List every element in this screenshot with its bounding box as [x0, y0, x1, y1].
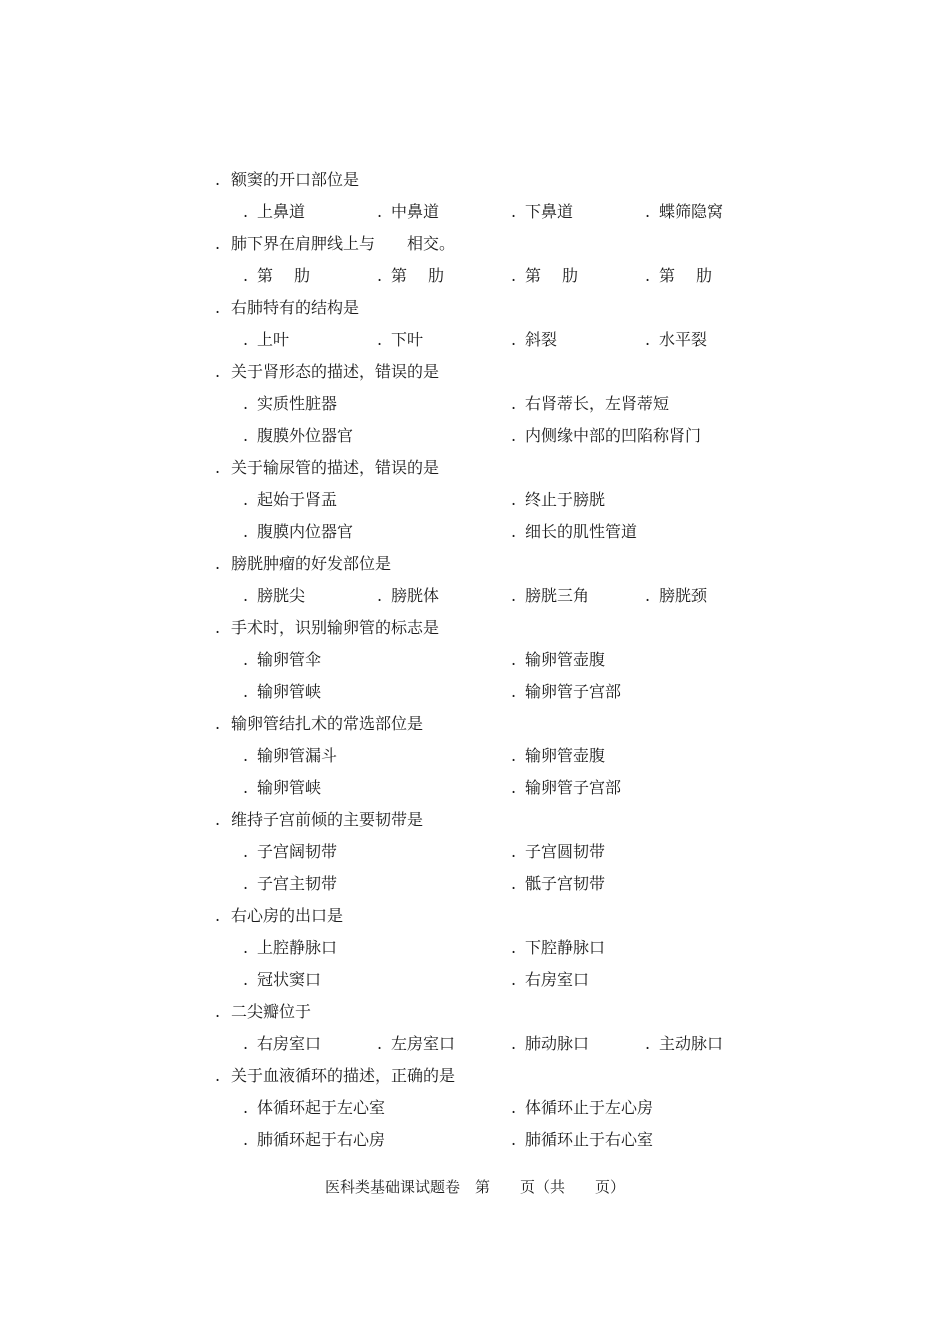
option[interactable] — [243, 1028, 321, 1060]
option-marker: . — [511, 202, 517, 221]
option-marker: . — [511, 650, 517, 669]
option-marker: . — [511, 970, 517, 989]
question-stem — [215, 708, 775, 740]
option[interactable] — [511, 580, 589, 612]
option-text: 输卵管子宫部 — [525, 778, 622, 797]
option-text: 腹膜外位器官 — [257, 426, 354, 445]
option-row — [215, 644, 775, 676]
option-marker: . — [511, 490, 517, 509]
option-text: 体循环止于左心房 — [525, 1098, 654, 1117]
option-marker: . — [511, 266, 517, 285]
option-marker: . — [243, 330, 249, 349]
option-marker: . — [645, 330, 651, 349]
option-text: 子宫阔韧带 — [257, 842, 338, 861]
option-text: 上叶 — [257, 330, 290, 349]
option-text: 输卵管漏斗 — [257, 746, 338, 765]
option-marker: . — [511, 874, 517, 893]
option-text: 右肾蒂长，左肾蒂短 — [525, 394, 670, 413]
option[interactable] — [645, 260, 712, 292]
question-marker: . — [215, 1002, 221, 1021]
option-text: 实质性脏器 — [257, 394, 338, 413]
option[interactable] — [511, 516, 637, 548]
option-row — [215, 388, 775, 420]
option-text: 蝶筛隐窝 — [659, 202, 724, 221]
option-text: 子宫圆韧带 — [525, 842, 606, 861]
question-marker: . — [215, 362, 221, 381]
option[interactable] — [377, 260, 444, 292]
option[interactable] — [243, 932, 337, 964]
option[interactable] — [243, 324, 289, 356]
option-text: 起始于肾盂 — [257, 490, 338, 509]
option-text: 膀胱尖 — [257, 586, 306, 605]
option[interactable] — [243, 516, 353, 548]
option-row — [215, 420, 775, 452]
option-marker: . — [243, 1098, 249, 1117]
option[interactable] — [511, 196, 573, 228]
option[interactable] — [243, 1092, 385, 1124]
option-row — [215, 1124, 775, 1156]
option-marker: . — [243, 842, 249, 861]
option-marker: . — [243, 746, 249, 765]
option-text: 第 肋 — [257, 266, 311, 285]
question-stem — [215, 804, 775, 836]
option-marker: . — [645, 1034, 651, 1053]
option-row — [215, 196, 775, 228]
option-text: 第 肋 — [391, 266, 445, 285]
option[interactable] — [511, 260, 578, 292]
option[interactable] — [243, 740, 337, 772]
question-marker: . — [215, 234, 221, 253]
option-marker: . — [511, 522, 517, 541]
option[interactable] — [511, 1028, 589, 1060]
option-row — [215, 484, 775, 516]
option-marker: . — [511, 426, 517, 445]
option[interactable] — [511, 644, 605, 676]
option[interactable] — [377, 580, 439, 612]
option-text: 下鼻道 — [525, 202, 574, 221]
option-text: 输卵管子宫部 — [525, 682, 622, 701]
option-text: 冠状窦口 — [257, 970, 322, 989]
option[interactable] — [645, 1028, 723, 1060]
option-text: 上鼻道 — [257, 202, 306, 221]
question-text: 关于血液循环的描述，正确的是 — [231, 1066, 456, 1085]
option-text: 肺动脉口 — [525, 1034, 590, 1053]
option-text: 膀胱颈 — [659, 586, 708, 605]
option-marker: . — [511, 586, 517, 605]
page-footer: 医科类基础课试题卷 第 页（共 页） — [324, 1178, 625, 1196]
option-text: 肺循环止于右心室 — [525, 1130, 654, 1149]
option-marker: . — [511, 1130, 517, 1149]
option[interactable] — [243, 260, 310, 292]
question-marker: . — [215, 458, 221, 477]
option-text: 腹膜内位器官 — [257, 522, 354, 541]
option-text: 中鼻道 — [391, 202, 440, 221]
option-marker: . — [377, 586, 383, 605]
option[interactable] — [243, 420, 353, 452]
question-text: 额窦的开口部位是 — [231, 170, 360, 189]
option-row — [215, 740, 775, 772]
question-stem — [215, 164, 775, 196]
option-text: 水平裂 — [659, 330, 708, 349]
option-marker: . — [243, 874, 249, 893]
question-stem — [215, 900, 775, 932]
option[interactable] — [511, 964, 589, 996]
option-marker: . — [243, 202, 249, 221]
question-marker: . — [215, 906, 221, 925]
option[interactable] — [243, 580, 305, 612]
option-row — [215, 580, 775, 612]
option-row — [215, 868, 775, 900]
question-text: 右肺特有的结构是 — [231, 298, 360, 317]
option-marker: . — [243, 266, 249, 285]
option-text: 右房室口 — [257, 1034, 322, 1053]
question-stem — [215, 356, 775, 388]
option[interactable] — [511, 868, 605, 900]
option[interactable] — [243, 676, 321, 708]
option[interactable] — [243, 868, 337, 900]
option-text: 输卵管伞 — [257, 650, 322, 669]
option-marker: . — [243, 938, 249, 957]
option[interactable] — [511, 932, 605, 964]
question-stem — [215, 612, 775, 644]
question-stem — [215, 452, 775, 484]
option-text: 细长的肌性管道 — [525, 522, 638, 541]
option-row — [215, 260, 775, 292]
question-stem — [215, 292, 775, 324]
option[interactable] — [511, 772, 621, 804]
option-text: 下腔静脉口 — [525, 938, 606, 957]
option-row — [215, 676, 775, 708]
question-text: 关于肾形态的描述，错误的是 — [231, 362, 440, 381]
option-text: 内侧缘中部的凹陷称肾门 — [525, 426, 702, 445]
option-marker: . — [511, 842, 517, 861]
question-text: 维持子宫前倾的主要韧带是 — [231, 810, 424, 829]
option-text: 膀胱体 — [391, 586, 440, 605]
option-marker: . — [243, 1034, 249, 1053]
option[interactable] — [377, 1028, 455, 1060]
option-text: 主动脉口 — [659, 1034, 724, 1053]
option-text: 骶子宫韧带 — [525, 874, 606, 893]
option[interactable] — [243, 388, 337, 420]
option[interactable] — [511, 484, 605, 516]
exam-questions — [215, 164, 775, 1156]
option-marker: . — [243, 490, 249, 509]
option-marker: . — [243, 1130, 249, 1149]
question-text: 膀胱肿瘤的好发部位是 — [231, 554, 392, 573]
question-marker: . — [215, 170, 221, 189]
question-text: 二尖瓣位于 — [231, 1002, 312, 1021]
option[interactable] — [511, 1092, 653, 1124]
option-marker: . — [377, 266, 383, 285]
option-marker: . — [243, 586, 249, 605]
question-stem — [215, 1060, 775, 1092]
option[interactable] — [511, 420, 701, 452]
option-marker: . — [511, 330, 517, 349]
option-marker: . — [377, 1034, 383, 1053]
option[interactable] — [645, 580, 707, 612]
option-text: 第 肋 — [659, 266, 713, 285]
option[interactable] — [243, 964, 321, 996]
option[interactable] — [511, 740, 605, 772]
option-marker: . — [511, 1098, 517, 1117]
option-marker: . — [511, 1034, 517, 1053]
option-row — [215, 1092, 775, 1124]
question-text: 输卵管结扎术的常选部位是 — [231, 714, 424, 733]
option-marker: . — [243, 682, 249, 701]
option-marker: . — [377, 202, 383, 221]
option-row — [215, 836, 775, 868]
option[interactable] — [645, 324, 707, 356]
question-marker: . — [215, 810, 221, 829]
question-marker: . — [215, 1066, 221, 1085]
option[interactable] — [511, 1124, 653, 1156]
option[interactable] — [645, 196, 723, 228]
question-marker: . — [215, 554, 221, 573]
option-marker: . — [511, 746, 517, 765]
option-marker: . — [511, 394, 517, 413]
option-marker: . — [243, 426, 249, 445]
option-text: 子宫主韧带 — [257, 874, 338, 893]
option-text: 输卵管峡 — [257, 682, 322, 701]
option[interactable] — [243, 772, 321, 804]
option-text: 右房室口 — [525, 970, 590, 989]
option-marker: . — [243, 522, 249, 541]
option-row — [215, 932, 775, 964]
option[interactable] — [243, 836, 337, 868]
option-marker: . — [645, 586, 651, 605]
question-stem — [215, 548, 775, 580]
option-marker: . — [243, 778, 249, 797]
option-marker: . — [511, 938, 517, 957]
option-marker: . — [511, 682, 517, 701]
option[interactable] — [243, 1124, 385, 1156]
option-marker: . — [645, 202, 651, 221]
option-text: 肺循环起于右心房 — [257, 1130, 386, 1149]
option-text: 输卵管壶腹 — [525, 746, 606, 765]
question-stem — [215, 228, 775, 260]
option[interactable] — [511, 324, 557, 356]
option-marker: . — [243, 970, 249, 989]
option[interactable] — [243, 644, 321, 676]
option[interactable] — [511, 388, 669, 420]
question-text: 手术时，识别输卵管的标志是 — [231, 618, 440, 637]
option[interactable] — [511, 836, 605, 868]
option-text: 下叶 — [391, 330, 424, 349]
option-text: 斜裂 — [525, 330, 558, 349]
question-marker: . — [215, 618, 221, 637]
question-text: 肺下界在肩胛线上与 相交。 — [231, 234, 456, 253]
option-marker: . — [243, 394, 249, 413]
option-text: 上腔静脉口 — [257, 938, 338, 957]
option-text: 终止于膀胱 — [525, 490, 606, 509]
option-marker: . — [511, 778, 517, 797]
option[interactable] — [377, 324, 423, 356]
option-row — [215, 772, 775, 804]
question-marker: . — [215, 298, 221, 317]
question-text: 关于输尿管的描述，错误的是 — [231, 458, 440, 477]
option-row — [215, 964, 775, 996]
option-row — [215, 324, 775, 356]
option[interactable] — [243, 484, 337, 516]
question-stem — [215, 996, 775, 1028]
option[interactable] — [243, 196, 305, 228]
option[interactable] — [511, 676, 621, 708]
option-text: 左房室口 — [391, 1034, 456, 1053]
option-marker: . — [377, 330, 383, 349]
option-text: 膀胱三角 — [525, 586, 590, 605]
question-marker: . — [215, 714, 221, 733]
option-row — [215, 1028, 775, 1060]
option-text: 输卵管壶腹 — [525, 650, 606, 669]
question-text: 右心房的出口是 — [231, 906, 344, 925]
option[interactable] — [377, 196, 439, 228]
option-text: 第 肋 — [525, 266, 579, 285]
option-text: 体循环起于左心室 — [257, 1098, 386, 1117]
option-marker: . — [243, 650, 249, 669]
option-row — [215, 516, 775, 548]
option-marker: . — [645, 266, 651, 285]
option-text: 输卵管峡 — [257, 778, 322, 797]
